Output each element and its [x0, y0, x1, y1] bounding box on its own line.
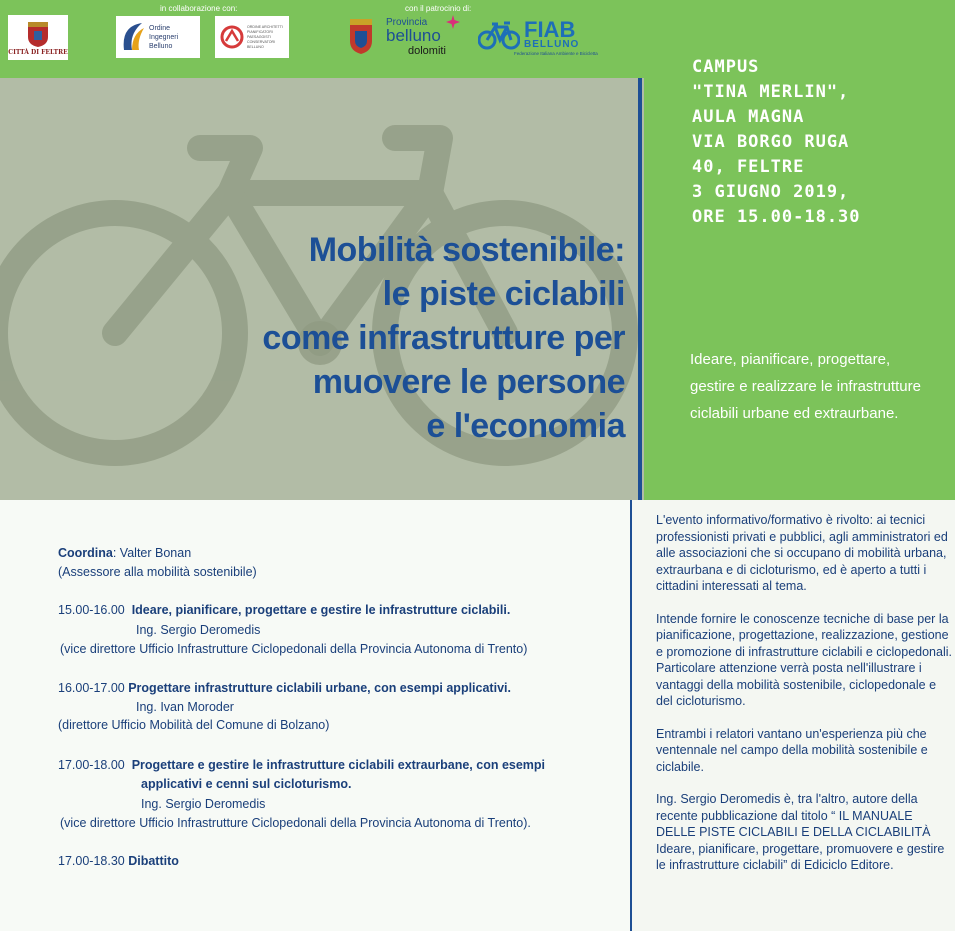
venue-line: "TINA MERLIN", [692, 82, 850, 102]
intro-text: Ideare, pianificare, progettare, gestire e realizzare le infrastrutture ciclabili urbane ed extraurbane. [690, 351, 921, 422]
session-1-header [58, 602, 510, 619]
ingegneri-logo-text: Ordine Ingegneri Belluno [149, 24, 179, 50]
venue-line: 3 GIUGNO 2019, [692, 182, 850, 202]
section-divider [630, 500, 632, 931]
session-2-role: (direttore Ufficio Mobilità del Comune di Bolzano) [58, 718, 330, 732]
session-1-title: Ideare, pianificare, progettare e gestire le infrastrutture ciclabili. [131, 603, 511, 617]
session-4-title: Dibattito [128, 854, 179, 868]
venue-info [692, 55, 942, 230]
session-1-role: (vice direttore Ufficio Infrastrutture Ciclopedonali della Provincia Autonoma di Trento) [60, 642, 528, 656]
venue-line: AULA MAGNA [692, 107, 805, 127]
fiab-name: FIAB [524, 17, 576, 42]
session-1-time: 15.00-16.00 [58, 603, 125, 617]
hero-divider [638, 78, 642, 500]
description-paragraph: L'evento informativo/formativo è rivolto: ai tecnici professionisti privati e pubblici, agli amministratori ed alle associazioni che si occupano di mobilità urbana, extraurbana e di cicloturismo, ed è aperto a tutti i cittadini interessati al tema. [656, 513, 948, 593]
architetti-mark-icon [220, 25, 244, 49]
coordina-role: (Assessore alla mobilità sostenibile) [58, 565, 257, 579]
fiab-subtitle: Federazione Italiana Ambiente e Bicicletta [514, 51, 598, 56]
coordina-label: Coordina [58, 546, 113, 560]
event-title [262, 228, 625, 448]
session-3-title-cont [141, 776, 351, 793]
session-3-role: (vice direttore Ufficio Infrastrutture Ciclopedonali della Provincia Autonoma di Trento). [60, 816, 531, 830]
venue-line: ORE 15.00-18.30 [692, 207, 861, 227]
description-paragraph: Intende fornire le conoscenze tecniche di base per la pianificazione, progettazione, realizzazione, gestione e promozione di infrastrutture ciclabili e ciclopedonali. Particolare attenzione verrà posta nell'illustrare i vantaggi della mobilità sostenibile, ciclopedonale e del cicloturismo. [656, 611, 952, 708]
collab-label: in collaborazione con: [160, 4, 238, 13]
architetti-logo-text: ORDINE ARCHITETTI PIANIFICATORI PAESAGGISTI CONSERVATORI BELLUNO [247, 24, 283, 49]
session-3-title: Progettare e gestire le infrastrutture ciclabili extraurbane, con esempi [131, 758, 546, 772]
provincia-logo [348, 15, 463, 63]
session-2-header [58, 680, 511, 697]
venue-line: VIA BORGO RUGA [692, 132, 850, 152]
session-3-speaker: Ing. Sergio Deromedis [141, 797, 266, 811]
provincia-label-name: belluno [386, 26, 441, 45]
venue-line: 40, FELTRE [692, 157, 805, 177]
description-paragraph: Ing. Sergio Deromedis è, tra l'altro, autore della recente pubblicazione dal titolo “ IL MANUALE DELLE PISTE CICLABILI E DELLA CICLABILITÀ Ideare, pianificare, progettare, promuovere e gestire le infrastrutture ciclabili” di Ediciclo Editore. [656, 792, 945, 872]
title-line: come infrastrutture per [262, 319, 625, 357]
ingegneri-mark-icon [120, 20, 146, 54]
session-2-title: Progettare infrastrutture ciclabili urbane, con esempi applicativi. [128, 681, 511, 695]
title-line: le piste ciclabili [382, 275, 625, 313]
fiab-bicycle-icon [478, 21, 520, 51]
session-3-header [58, 757, 545, 774]
ingegneri-logo [116, 16, 200, 58]
fiab-city: BELLUNO [524, 39, 580, 50]
event-description [656, 512, 952, 890]
provincia-label-sub: dolomiti [408, 45, 446, 57]
session-3-title-2: applicativi e cenni sul cicloturismo. [141, 777, 352, 791]
architetti-logo [215, 16, 289, 58]
title-line: e l'economia [426, 407, 625, 445]
venue-line: CAMPUS [692, 57, 760, 77]
provincia-crest-icon [348, 19, 374, 55]
session-1-speaker: Ing. Sergio Deromedis [136, 623, 261, 637]
session-4-header [58, 853, 179, 870]
description-paragraph: Entrambi i relatori vantano un'esperienza più che ventennale nel campo della mobilità sostenibile e ciclabile. [656, 726, 928, 774]
session-2-speaker: Ing. Ivan Moroder [136, 700, 234, 714]
patron-label: con il patrocinio di: [405, 4, 472, 13]
session-3-time: 17.00-18.00 [58, 758, 125, 772]
title-line: muovere le persone [312, 363, 625, 401]
provincia-star-icon [446, 15, 460, 29]
coordina-name: : Valter Bonan [112, 546, 192, 560]
feltre-crest-icon [25, 20, 51, 48]
feltre-logo-text: CITTÀ DI FELTRE [8, 48, 68, 56]
session-4-time: 17.00-18.30 [58, 854, 125, 868]
title-line: Mobilità sostenibile: [308, 231, 625, 269]
fiab-logo [478, 18, 598, 63]
provincia-label-top: Provincia [386, 17, 428, 28]
session-2-time: 16.00-17.00 [58, 681, 125, 695]
feltre-logo [8, 15, 68, 60]
coordina-line [58, 545, 191, 562]
